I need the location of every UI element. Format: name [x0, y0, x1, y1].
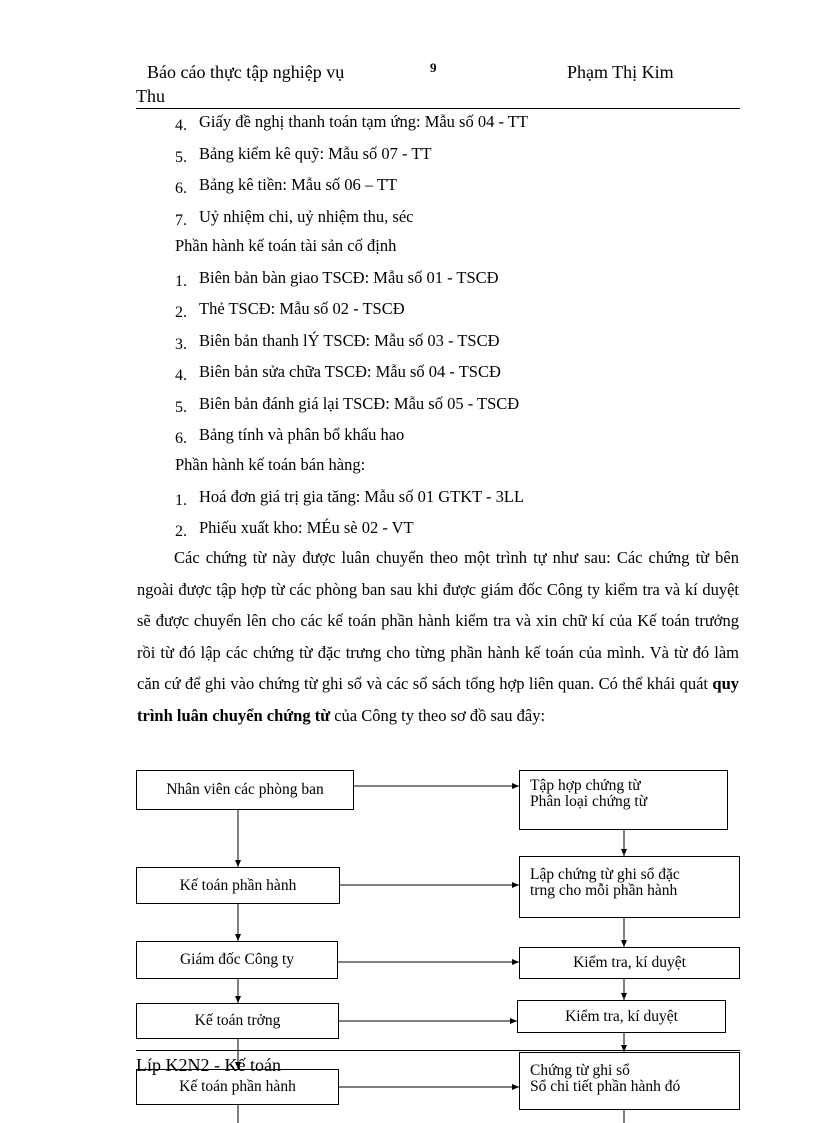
list-item: 6. Bảng tính và phân bổ khấu hao: [175, 425, 405, 447]
list-item: 4. Giấy đề nghị thanh toán tạm ứng: Mẫu số 04 - TT: [175, 112, 528, 134]
list-item: 2. Phiếu xuất kho: MÉu sè 02 - VT: [175, 518, 414, 540]
list-item: 5. Biên bản đánh giá lại TSCĐ: Mẫu số 05 - TSCĐ: [175, 394, 520, 416]
list-item: 1. Hoá đơn giá trị gia tăng: Mẫu số 01 GTKT - 3LL: [175, 487, 525, 509]
list-item: 5. Bảng kiểm kê quỹ: Mẫu số 07 - TT: [175, 144, 432, 166]
section-heading-fixed-assets: Phần hành kế toán tài sản cố định: [175, 236, 397, 255]
list-item: 4. Biên bản sửa chữa TSCĐ: Mẫu số 04 - TSCĐ: [175, 362, 501, 384]
flow-box-collect-documents: Tập hợp chứng từ Phân loại chứng từ: [519, 770, 728, 830]
section-heading-sales: Phần hành kế toán bán hàng:: [175, 455, 366, 474]
flow-box-staff: Nhân viên các phòng ban: [136, 770, 354, 810]
author-name: Phạm Thị Kim: [567, 62, 674, 82]
flow-box-review-2: Kiểm tra, kí duyệt: [517, 1000, 726, 1033]
list-item: 7. Uỷ nhiệm chi, uỷ nhiệm thu, séc: [175, 207, 414, 229]
flow-box-accountant-2: Kế toán phần hành: [136, 1069, 339, 1105]
flow-box-director: Giám đốc Công ty: [136, 941, 338, 979]
list-item: 2. Thẻ TSCĐ: Mẫu số 02 - TSCĐ: [175, 299, 405, 321]
flow-box-review-1: Kiểm tra, kí duyệt: [519, 947, 740, 979]
flow-box-prepare-vouchers: Lập chứng từ ghi sổ đặc trng cho mỗi phần hành: [519, 856, 740, 918]
bold-phrase: quy trình luân chuyển chứng từ: [137, 674, 739, 725]
flow-box-accountant: Kế toán phần hành: [136, 867, 340, 904]
list-item: 6. Bảng kê tiền: Mẫu số 06 – TT: [175, 175, 398, 197]
flow-box-chief-accountant: Kế toán trởng: [136, 1003, 339, 1039]
author-name-continued: Thu: [136, 86, 165, 106]
body-paragraph: Các chứng từ này được luân chuyển theo một trình tự như sau: Các chứng từ bên ngoài được tập hợp từ các phòng ban sau khi được giám đốc Công ty kiểm tra và kí duyệt sẽ được chuyển lên cho các kế toán phần hành kiểm tra và xin chữ kí của Kế toán trưởng rồi từ đó lập các chứng từ đặc trưng cho từng phần hành kế toán của mình. Và từ đó làm căn cứ để ghi vào chứng từ ghi sổ và các sổ sách tổng hợp liên quan. Có thể khái quát quy trình luân chuyển chứng từ của Công ty theo sơ đồ sau đây:: [137, 548, 739, 725]
footer-rule: [136, 1050, 740, 1051]
page-number: 9: [430, 60, 437, 75]
footer-class: Líp K2N2 - Kế toán: [136, 1055, 281, 1075]
flow-box-ledger: Chứng từ ghi sổ Sổ chi tiết phần hành đó: [519, 1052, 740, 1110]
report-title: Báo cáo thực tập nghiệp vụ: [147, 62, 345, 82]
list-item: 3. Biên bản thanh lÝ TSCĐ: Mẫu số 03 - TSCĐ: [175, 331, 500, 353]
list-item: 1. Biên bản bàn giao TSCĐ: Mẫu số 01 - TSCĐ: [175, 268, 499, 290]
